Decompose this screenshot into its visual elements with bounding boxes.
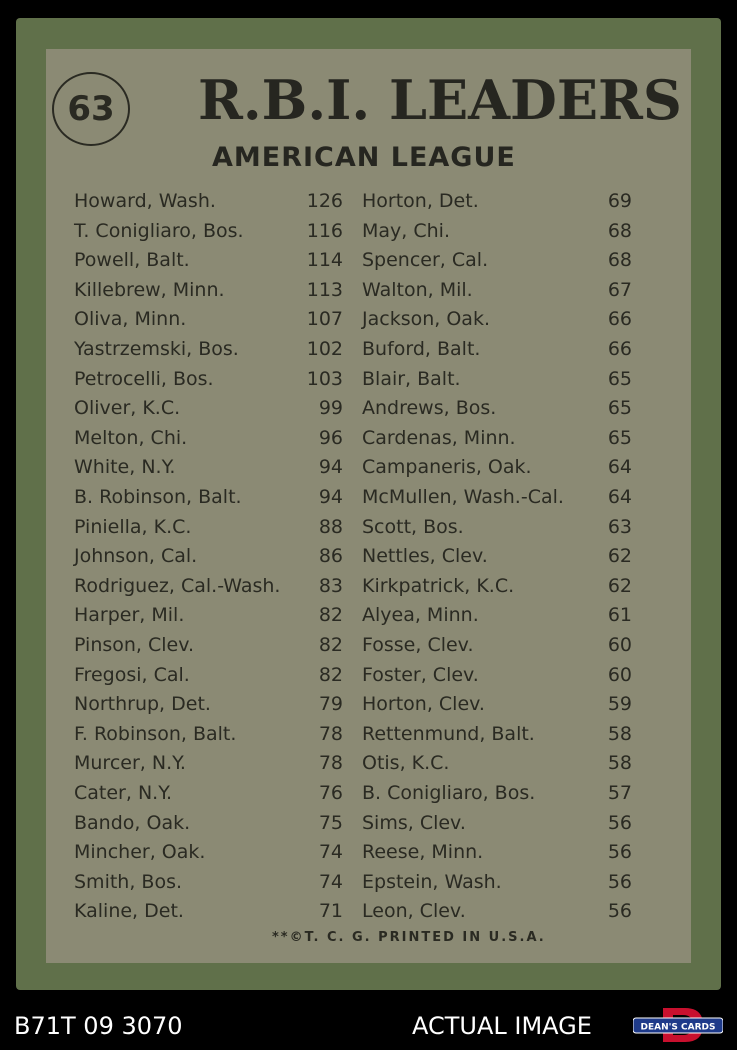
player-name: Fregosi, Cal. (74, 663, 190, 686)
leader-row (74, 900, 343, 928)
leader-row (362, 308, 632, 336)
player-name: Rodriguez, Cal.-Wash. (74, 574, 281, 597)
logo-graphic (633, 1006, 723, 1044)
rbi-value: 64 (607, 456, 632, 479)
rbi-value: 94 (318, 486, 343, 508)
rbi-value: 66 (607, 338, 632, 360)
leader-row (362, 664, 632, 692)
leader-row (74, 634, 343, 662)
player-name: Otis, K.C. (362, 752, 450, 775)
player-name: Horton, Clev. (362, 693, 485, 716)
player-name: Petrocelli, Bos. (74, 367, 214, 390)
leader-row (74, 220, 343, 248)
player-name: Campaneris, Oak. (362, 456, 532, 479)
leader-row (74, 723, 343, 751)
player-name: Oliver, K.C. (74, 397, 181, 420)
leader-row (74, 486, 343, 514)
rbi-value: 103 (306, 367, 343, 390)
rbi-value: 61 (607, 604, 632, 627)
leader-row (362, 812, 632, 840)
player-name: Spencer, Cal. (362, 249, 489, 272)
rbi-value: 60 (607, 663, 632, 686)
player-name: Reese, Minn. (362, 841, 484, 864)
leader-row (362, 604, 632, 632)
rbi-value: 56 (607, 811, 632, 834)
rbi-value: 58 (607, 752, 632, 775)
rbi-value: 116 (306, 219, 343, 242)
player-name: Bando, Oak. (74, 811, 191, 834)
leader-row (74, 604, 343, 632)
rbi-value: 82 (318, 663, 343, 686)
leader-row (74, 516, 343, 544)
rbi-value: 67 (607, 278, 632, 301)
leader-row (362, 486, 632, 514)
rbi-value: 65 (607, 367, 632, 390)
rbi-value: 113 (306, 278, 343, 301)
leader-row (362, 190, 632, 218)
leader-row (362, 397, 632, 425)
rbi-value: 107 (306, 308, 343, 331)
player-name: Fosse, Clev. (362, 634, 474, 656)
leader-row (74, 190, 343, 218)
player-name: Epstein, Wash. (362, 870, 502, 893)
rbi-value: 82 (318, 634, 343, 656)
leader-row (362, 427, 632, 455)
leader-row (362, 752, 632, 780)
rbi-value: 58 (607, 722, 632, 745)
rbi-value: 82 (318, 604, 343, 627)
rbi-value: 56 (607, 841, 632, 864)
player-name: Harper, Mil. (74, 604, 185, 627)
rbi-value: 114 (306, 249, 343, 272)
leader-row (74, 693, 343, 721)
rbi-value: 56 (607, 870, 632, 893)
player-name: Cater, N.Y. (74, 782, 172, 804)
player-name: Howard, Wash. (74, 190, 216, 212)
leader-row (74, 841, 343, 869)
leader-row (362, 338, 632, 366)
player-name: Andrews, Bos. (362, 397, 497, 420)
player-name: Rettenmund, Balt. (362, 722, 535, 745)
leader-row (74, 308, 343, 336)
rbi-value: 65 (607, 397, 632, 420)
rbi-value: 57 (607, 782, 632, 804)
leader-row (74, 575, 343, 603)
rbi-value: 79 (318, 693, 343, 716)
leader-row (74, 249, 343, 277)
rbi-value: 78 (318, 722, 343, 745)
leader-row (74, 279, 343, 307)
player-name: Scott, Bos. (362, 515, 464, 538)
rbi-value: 99 (318, 397, 343, 420)
player-name: B. Robinson, Balt. (74, 486, 242, 508)
rbi-value: 102 (306, 338, 343, 360)
player-name: Walton, Mil. (362, 278, 473, 301)
card-number: 63 (52, 72, 130, 146)
player-name: Mincher, Oak. (74, 841, 206, 864)
player-name: Kaline, Det. (74, 900, 184, 923)
rbi-value: 83 (318, 574, 343, 597)
player-name: Johnson, Cal. (74, 545, 198, 568)
rbi-value: 74 (318, 841, 343, 864)
player-name: B. Conigliaro, Bos. (362, 782, 536, 804)
player-name: Smith, Bos. (74, 870, 183, 893)
card-title: R.B.I. LEADERS (198, 68, 682, 132)
leader-row (362, 545, 632, 573)
leader-row (362, 871, 632, 899)
rbi-value: 96 (318, 426, 343, 449)
leader-row (362, 575, 632, 603)
player-name: Powell, Balt. (74, 249, 190, 272)
leader-row (362, 279, 632, 307)
leader-row (74, 397, 343, 425)
player-name: Piniella, K.C. (74, 515, 192, 538)
player-name: May, Chi. (362, 219, 450, 242)
rbi-value: 69 (607, 190, 632, 212)
rbi-value: 78 (318, 752, 343, 775)
player-name: Sims, Clev. (362, 811, 466, 834)
player-name: Kirkpatrick, K.C. (362, 574, 515, 597)
rbi-value: 68 (607, 249, 632, 272)
leader-row (362, 841, 632, 869)
player-name: Foster, Clev. (362, 663, 479, 686)
rbi-value: 59 (607, 693, 632, 716)
player-name: Buford, Balt. (362, 338, 481, 360)
player-name: F. Robinson, Balt. (74, 722, 237, 745)
leader-row (74, 338, 343, 366)
leader-row (362, 220, 632, 248)
rbi-value: 68 (607, 219, 632, 242)
leader-row (362, 693, 632, 721)
player-name: Oliva, Minn. (74, 308, 187, 331)
player-name: White, N.Y. (74, 456, 176, 479)
rbi-value: 62 (607, 545, 632, 568)
rbi-value: 60 (607, 634, 632, 656)
rbi-value: 94 (318, 456, 343, 479)
leader-row (74, 456, 343, 484)
leader-row (74, 427, 343, 455)
leader-row (74, 545, 343, 573)
deans-cards-logo (633, 1006, 723, 1044)
inventory-code: B71T 09 3070 (14, 1012, 183, 1040)
player-name: Northrup, Det. (74, 693, 211, 716)
rbi-value: 88 (318, 515, 343, 538)
player-name: T. Conigliaro, Bos. (74, 219, 244, 242)
rbi-value: 64 (607, 486, 632, 508)
rbi-value: 74 (318, 870, 343, 893)
player-name: McMullen, Wash.-Cal. (362, 486, 564, 508)
player-name: Cardenas, Minn. (362, 426, 516, 449)
leader-row (74, 812, 343, 840)
rbi-value: 65 (607, 426, 632, 449)
rbi-value: 75 (318, 811, 343, 834)
leader-row (74, 871, 343, 899)
rbi-value: 66 (607, 308, 632, 331)
player-name: Yastrzemski, Bos. (74, 338, 239, 360)
player-name: Melton, Chi. (74, 426, 188, 449)
leader-row (74, 782, 343, 810)
leader-row (362, 456, 632, 484)
rbi-value: 86 (318, 545, 343, 568)
svg-text:DEAN'S CARDS: DEAN'S CARDS (640, 1022, 716, 1033)
player-name: Leon, Clev. (362, 900, 466, 923)
leader-row (362, 634, 632, 662)
card-subtitle: AMERICAN LEAGUE (212, 142, 516, 173)
rbi-value: 62 (607, 574, 632, 597)
leader-row (362, 516, 632, 544)
leader-row (74, 368, 343, 396)
player-name: Horton, Det. (362, 190, 479, 212)
player-name: Killebrew, Minn. (74, 278, 225, 301)
leader-row (74, 664, 343, 692)
player-name: Murcer, N.Y. (74, 752, 186, 775)
copyright-footer: **©T. C. G. PRINTED IN U.S.A. (272, 930, 546, 945)
rbi-value: 76 (318, 782, 343, 804)
player-name: Alyea, Minn. (362, 604, 479, 627)
leader-row (362, 900, 632, 928)
rbi-value: 126 (306, 190, 343, 212)
rbi-value: 63 (607, 515, 632, 538)
player-name: Pinson, Clev. (74, 634, 195, 656)
leader-row (362, 782, 632, 810)
player-name: Jackson, Oak. (362, 308, 490, 331)
leader-row (362, 368, 632, 396)
player-name: Blair, Balt. (362, 367, 461, 390)
rbi-value: 71 (318, 900, 343, 923)
leader-row (74, 752, 343, 780)
actual-image-label: ACTUAL IMAGE (412, 1012, 592, 1040)
rbi-value: 56 (607, 900, 632, 923)
leader-row (362, 723, 632, 751)
player-name: Nettles, Clev. (362, 545, 488, 568)
leader-row (362, 249, 632, 277)
